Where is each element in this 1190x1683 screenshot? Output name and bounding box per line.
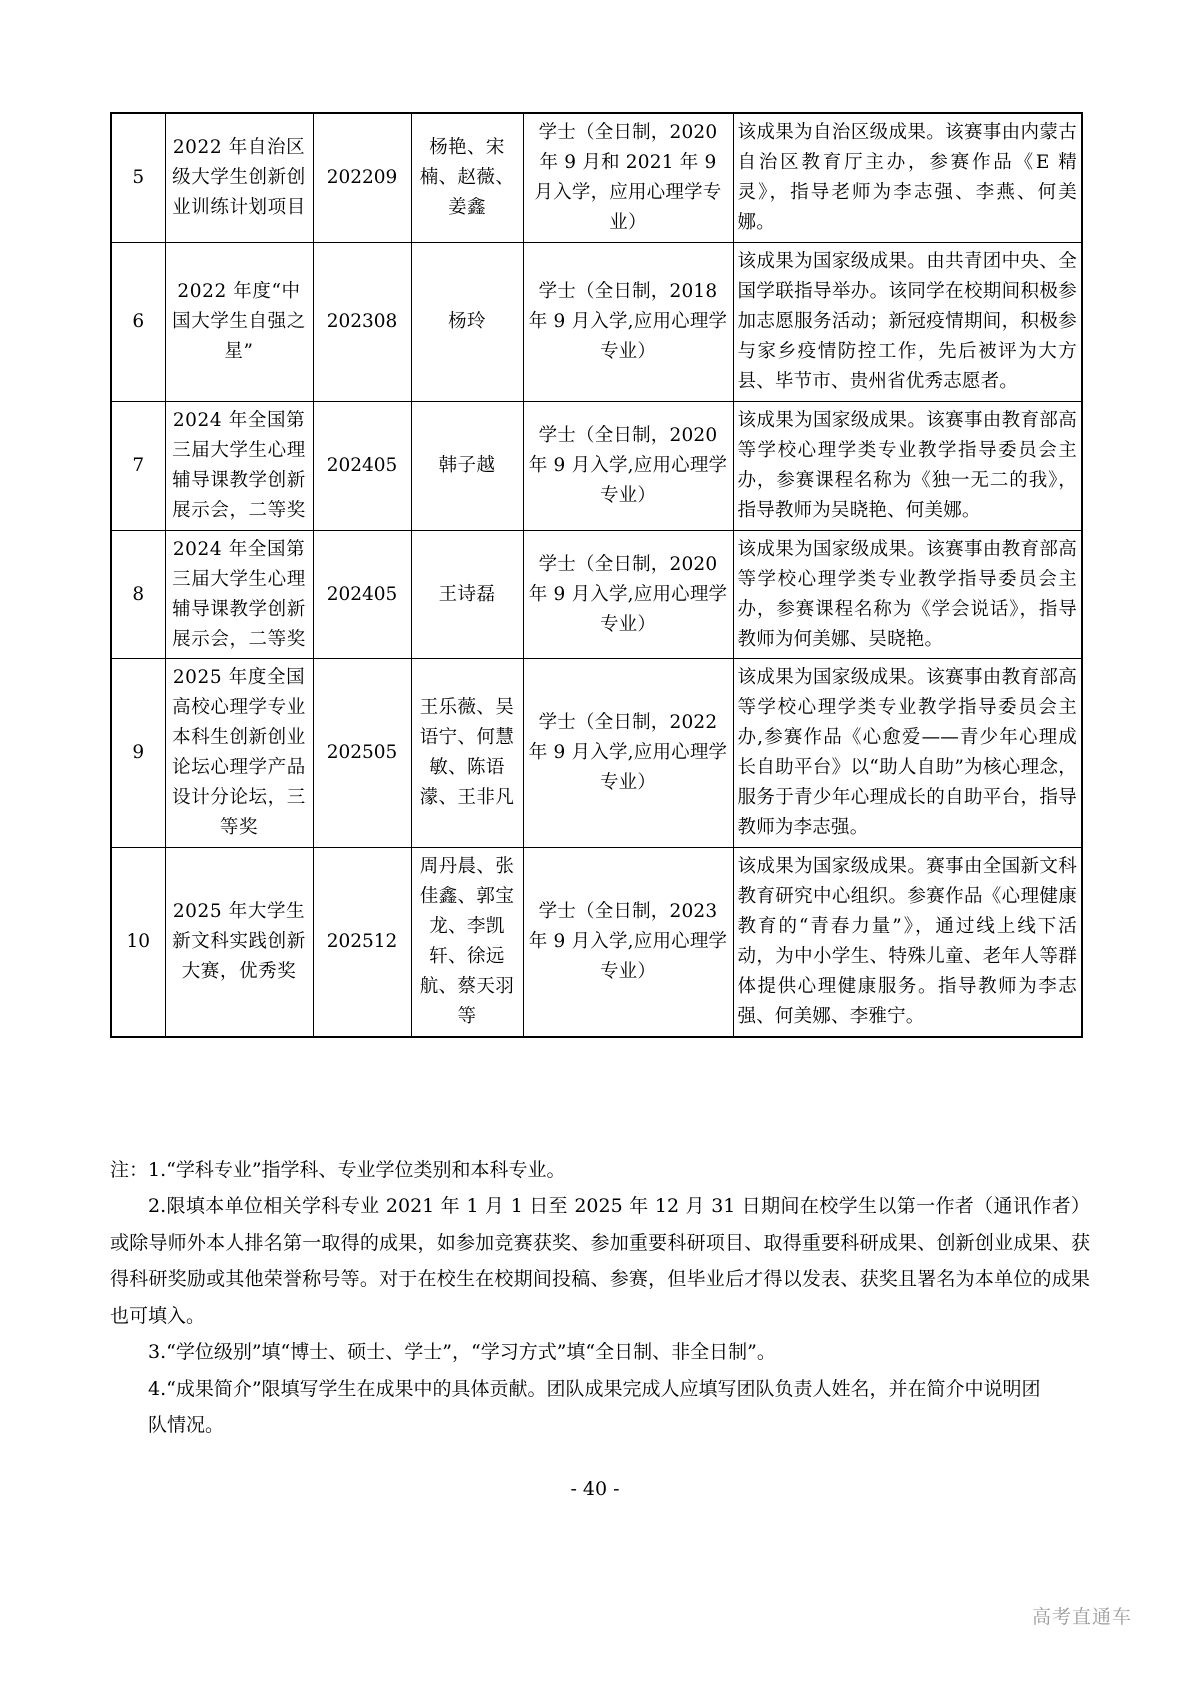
row-index: 9 (111, 659, 165, 848)
student-names: 王诗磊 (411, 530, 523, 659)
note-item-3: 3.“学位级别”填“博士、硕士、学士”，“学习方式”填“全日制、非全日制”。 (148, 1341, 776, 1364)
notes-section (110, 1152, 1090, 1444)
table-row (111, 113, 1082, 242)
achievement-description: 该成果为国家级成果。该赛事由教育部高等学校心理学类专业教学指导委员会主办，参赛课程名称为《学会说话》，指导教师为何美娜、吴晓艳。 (733, 530, 1082, 659)
row-index: 6 (111, 242, 165, 401)
achievement-name: 2022 年度“中国大学生自强之星” (165, 242, 313, 401)
achievement-description: 该成果为国家级成果。该赛事由教育部高等学校心理学类专业教学指导委员会主办，参赛课程名称为《独一无二的我》，指导教师为吴晓艳、何美娜。 (733, 401, 1082, 530)
student-names: 杨艳、宋楠、赵薇、姜鑫 (411, 113, 523, 242)
table-row (111, 848, 1082, 1037)
page-number: - 40 - (570, 1478, 620, 1500)
row-index: 8 (111, 530, 165, 659)
achievement-name: 2024 年全国第三届大学生心理辅导课教学创新展示会，二等奖 (165, 530, 313, 659)
achievement-description: 该成果为国家级成果。由共青团中央、全国学联指导举办。该同学在校期间积极参加志愿服务活动；新冠疫情期间，积极参与家乡疫情防控工作，先后被评为大方县、毕节市、贵州省优秀志愿者。 (733, 242, 1082, 401)
student-names: 韩子越 (411, 401, 523, 530)
row-index: 10 (111, 848, 165, 1037)
row-index: 5 (111, 113, 165, 242)
degree-info: 学士（全日制，2020 年 9 月和 2021 年 9 月入学，应用心理学专业） (523, 113, 733, 242)
note-item-4-continued: 队情况。 (148, 1414, 225, 1437)
achievement-code: 202405 (313, 401, 411, 530)
achievement-name: 2024 年全国第三届大学生心理辅导课教学创新展示会，二等奖 (165, 401, 313, 530)
achievement-name: 2022 年自治区级大学生创新创业训练计划项目 (165, 113, 313, 242)
note-item-2: 2.限填本单位相关学科专业 2021 年 1 月 1 日至 2025 年 12 月 31 日期间在校学生以第一作者（通讯作者）或除导师外本人排名第一取得的成果，如参加竞赛获奖、参加重要科研项目、取得重要科研成果、创新创业成果、获得科研奖励或其他荣誉称号等。对于在校生在校期间投稿、参赛，但毕业后才得以发表、获奖且署名为本单位的成果也可填入。 (110, 1195, 1090, 1327)
achievements-table-container (110, 112, 1081, 1038)
achievement-code: 202209 (313, 113, 411, 242)
table-row (111, 530, 1082, 659)
achievement-description: 该成果为国家级成果。该赛事由教育部高等学校心理学类专业教学指导委员会主办,参赛作品《心愈爱——青少年心理成长自助平台》以“助人自助”为核心理念，服务于青少年心理成长的自助平台，指导教师为李志强。 (733, 659, 1082, 848)
degree-info: 学士（全日制，2023 年 9 月入学,应用心理学专业） (523, 848, 733, 1037)
watermark-label: 高考直通车 (1031, 1606, 1132, 1628)
degree-info: 学士（全日制，2020 年 9 月入学,应用心理学专业） (523, 401, 733, 530)
student-names: 王乐薇、吴语宁、何慧敏、陈语濛、王非凡 (411, 659, 523, 848)
note-item-4: 4.“成果简介”限填写学生在成果中的具体贡献。团队成果完成人应填写团队负责人姓名，并在简介中说明团 (148, 1377, 1041, 1400)
achievement-description: 该成果为自治区级成果。该赛事由内蒙古自治区教育厅主办，参赛作品《E 精灵》，指导老师为李志强、李燕、何美娜。 (733, 113, 1082, 242)
achievements-table (110, 112, 1083, 1038)
degree-info: 学士（全日制，2022 年 9 月入学,应用心理学专业） (523, 659, 733, 848)
achievement-code: 202308 (313, 242, 411, 401)
table-row (111, 401, 1082, 530)
note-item-1: 注：1.“学科专业”指学科、专业学位类别和本科专业。 (110, 1159, 566, 1181)
degree-info: 学士（全日制，2020 年 9 月入学,应用心理学专业） (523, 530, 733, 659)
achievement-name: 2025 年度全国高校心理学专业本科生创新创业论坛心理学产品设计分论坛，三等奖 (165, 659, 313, 848)
row-index: 7 (111, 401, 165, 530)
table-row (111, 659, 1082, 848)
achievement-code: 202505 (313, 659, 411, 848)
achievement-code: 202512 (313, 848, 411, 1037)
achievement-description: 该成果为国家级成果。赛事由全国新文科教育研究中心组织。参赛作品《心理健康教育的“青春力量”》，通过线上线下活动，为中小学生、特殊儿童、老年人等群体提供心理健康服务。指导教师为李志强、何美娜、李雅宁。 (733, 848, 1082, 1037)
degree-info: 学士（全日制，2018 年 9 月入学,应用心理学专业） (523, 242, 733, 401)
student-names: 杨玲 (411, 242, 523, 401)
table-row (111, 242, 1082, 401)
student-names: 周丹晨、张佳鑫、郭宝龙、李凯轩、徐远航、蔡天羽等 (411, 848, 523, 1037)
achievement-code: 202405 (313, 530, 411, 659)
achievement-name: 2025 年大学生新文科实践创新大赛，优秀奖 (165, 848, 313, 1037)
